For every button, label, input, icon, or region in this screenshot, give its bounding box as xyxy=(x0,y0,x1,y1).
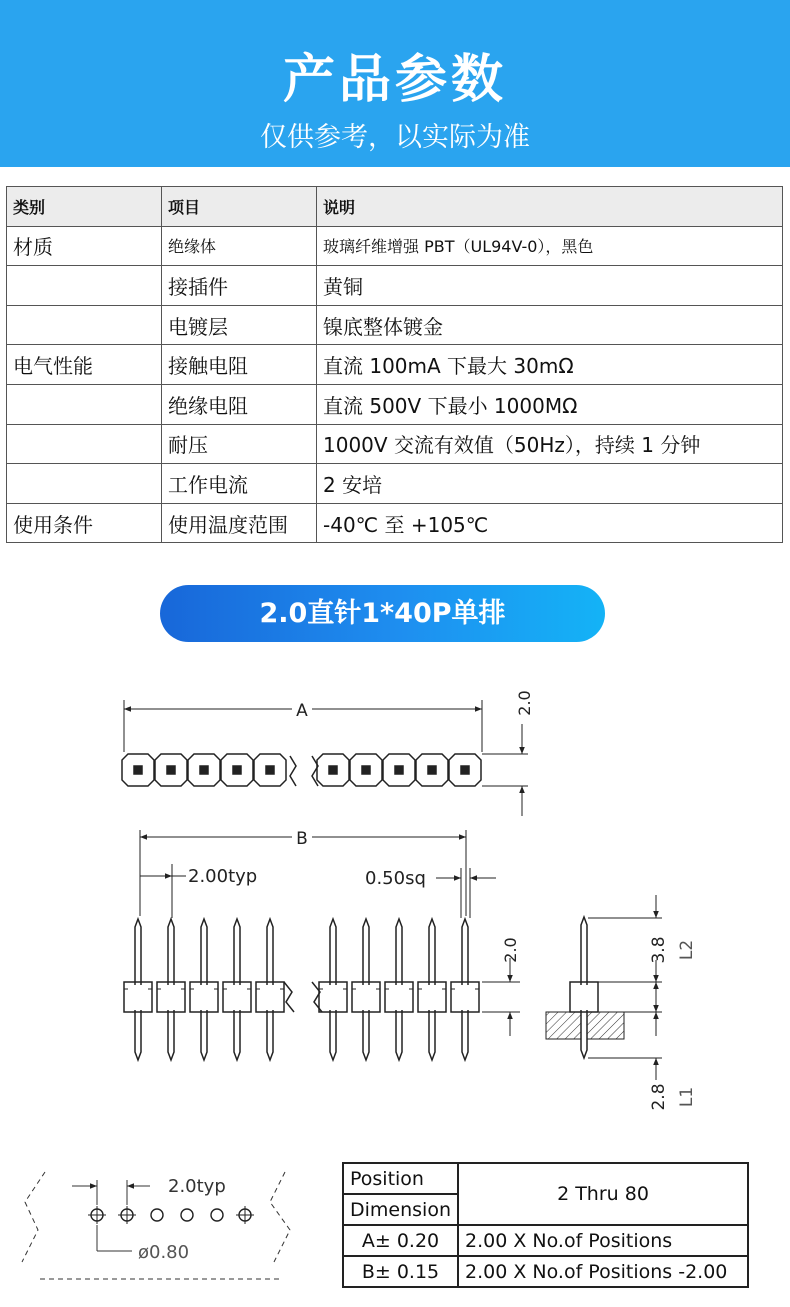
table-row xyxy=(7,266,783,306)
dim-label-a: A xyxy=(296,701,308,721)
dim-hole-diameter: ø0.80 xyxy=(138,1242,190,1263)
spec-header-description: 说明 xyxy=(317,187,783,227)
dim-dimension-label: Dimension xyxy=(343,1194,458,1225)
spec-cell: 黄铜 xyxy=(317,266,783,306)
pin xyxy=(418,919,446,1060)
header-banner xyxy=(0,0,790,167)
pin xyxy=(451,919,479,1060)
spec-cell xyxy=(7,384,162,424)
header-cell-top xyxy=(449,754,481,786)
spec-cell: 直流 500V 下最小 1000MΩ xyxy=(317,384,783,424)
product-label-pill: 2.0直针1*40P单排 xyxy=(160,585,605,642)
table-row xyxy=(7,345,783,385)
side-view xyxy=(546,895,662,1080)
spec-cell: 2 安培 xyxy=(317,464,783,504)
table-row xyxy=(343,1163,748,1194)
header-cell-top xyxy=(188,754,220,786)
dim-cell: 2.00 X No.of Positions xyxy=(458,1225,748,1256)
spec-cell: 绝缘体 xyxy=(162,226,317,266)
table-row xyxy=(7,305,783,345)
spec-cell: 绝缘电阻 xyxy=(162,384,317,424)
spec-cell: 材质 xyxy=(7,226,162,266)
spec-cell: 接插件 xyxy=(162,266,317,306)
dim-pitch-top: 2.0 xyxy=(515,690,534,716)
dim-cell: 2.00 X No.of Positions -2.00 xyxy=(458,1256,748,1287)
hole-pattern-drawing xyxy=(0,1160,330,1290)
spec-cell xyxy=(7,464,162,504)
spec-header-category: 类别 xyxy=(7,187,162,227)
hole-marker xyxy=(211,1209,223,1221)
header-cell-top xyxy=(221,754,253,786)
header-cell-top xyxy=(155,754,187,786)
spec-cell: 接触电阻 xyxy=(162,345,317,385)
spec-table xyxy=(6,186,783,543)
table-row xyxy=(7,424,783,464)
spec-cell: 工作电流 xyxy=(162,464,317,504)
table-row xyxy=(7,384,783,424)
pin xyxy=(223,919,251,1060)
spec-table-header-row xyxy=(7,187,783,227)
dim-position-value: 2 Thru 80 xyxy=(458,1163,748,1225)
dim-l1-label: L1 xyxy=(677,1086,697,1108)
hole-marker xyxy=(151,1209,163,1221)
page-title: 产品参数 xyxy=(282,50,507,110)
table-row xyxy=(343,1225,748,1256)
header-cell-top xyxy=(416,754,448,786)
table-row xyxy=(343,1256,748,1287)
spec-cell: -40℃ 至 +105℃ xyxy=(317,503,783,543)
spec-cell xyxy=(7,305,162,345)
pin xyxy=(352,919,380,1060)
top-view xyxy=(122,700,528,816)
spec-cell: 镍底整体镀金 xyxy=(317,305,783,345)
header-cell-top xyxy=(383,754,415,786)
spec-cell xyxy=(7,424,162,464)
spec-cell: 耐压 xyxy=(162,424,317,464)
spec-header-item: 项目 xyxy=(162,187,317,227)
spec-cell xyxy=(7,266,162,306)
hole-marker xyxy=(88,1206,106,1224)
table-row xyxy=(7,464,783,504)
dim-l2-value: 3.8 xyxy=(649,936,669,964)
hole-marker xyxy=(118,1206,136,1224)
dim-label-b: B xyxy=(296,829,308,849)
hole-marker xyxy=(181,1209,193,1221)
spec-cell: 使用温度范围 xyxy=(162,503,317,543)
table-row xyxy=(7,503,783,543)
spec-cell: 直流 100mA 下最大 30mΩ xyxy=(317,345,783,385)
dimension-table xyxy=(342,1162,749,1288)
front-view xyxy=(124,830,520,1060)
header-cell-top xyxy=(350,754,382,786)
dim-hole-pitch: 2.0typ xyxy=(168,1176,226,1197)
pin xyxy=(157,919,185,1060)
dim-typ-pitch: 2.00typ xyxy=(188,866,258,887)
spec-cell: 使用条件 xyxy=(7,503,162,543)
pin xyxy=(190,919,218,1060)
dim-cell: B± 0.15 xyxy=(343,1256,458,1287)
technical-drawing xyxy=(0,660,790,1160)
header-cell-top xyxy=(317,754,349,786)
hole-marker xyxy=(236,1206,254,1224)
dim-position-label: Position xyxy=(343,1163,458,1194)
pin xyxy=(256,919,284,1060)
spec-cell: 玻璃纤维增强 PBT（UL94V-0），黑色 xyxy=(317,226,783,266)
spec-cell: 电镀层 xyxy=(162,305,317,345)
spec-cell: 电气性能 xyxy=(7,345,162,385)
dim-cell: A± 0.20 xyxy=(343,1225,458,1256)
header-cell-top xyxy=(254,754,286,786)
pin xyxy=(385,919,413,1060)
page-subtitle: 仅供参考，以实际为准 xyxy=(260,122,530,153)
dim-l2-label: L2 xyxy=(677,939,697,961)
pin xyxy=(124,919,152,1060)
dim-l1-value: 2.8 xyxy=(649,1083,669,1111)
table-row xyxy=(7,226,783,266)
pin xyxy=(319,919,347,1060)
dim-pin-square: 0.50sq xyxy=(365,868,426,889)
header-cell-top xyxy=(122,754,154,786)
dim-pitch-side: 2.0 xyxy=(501,937,520,963)
spec-cell: 1000V 交流有效值（50Hz），持续 1 分钟 xyxy=(317,424,783,464)
